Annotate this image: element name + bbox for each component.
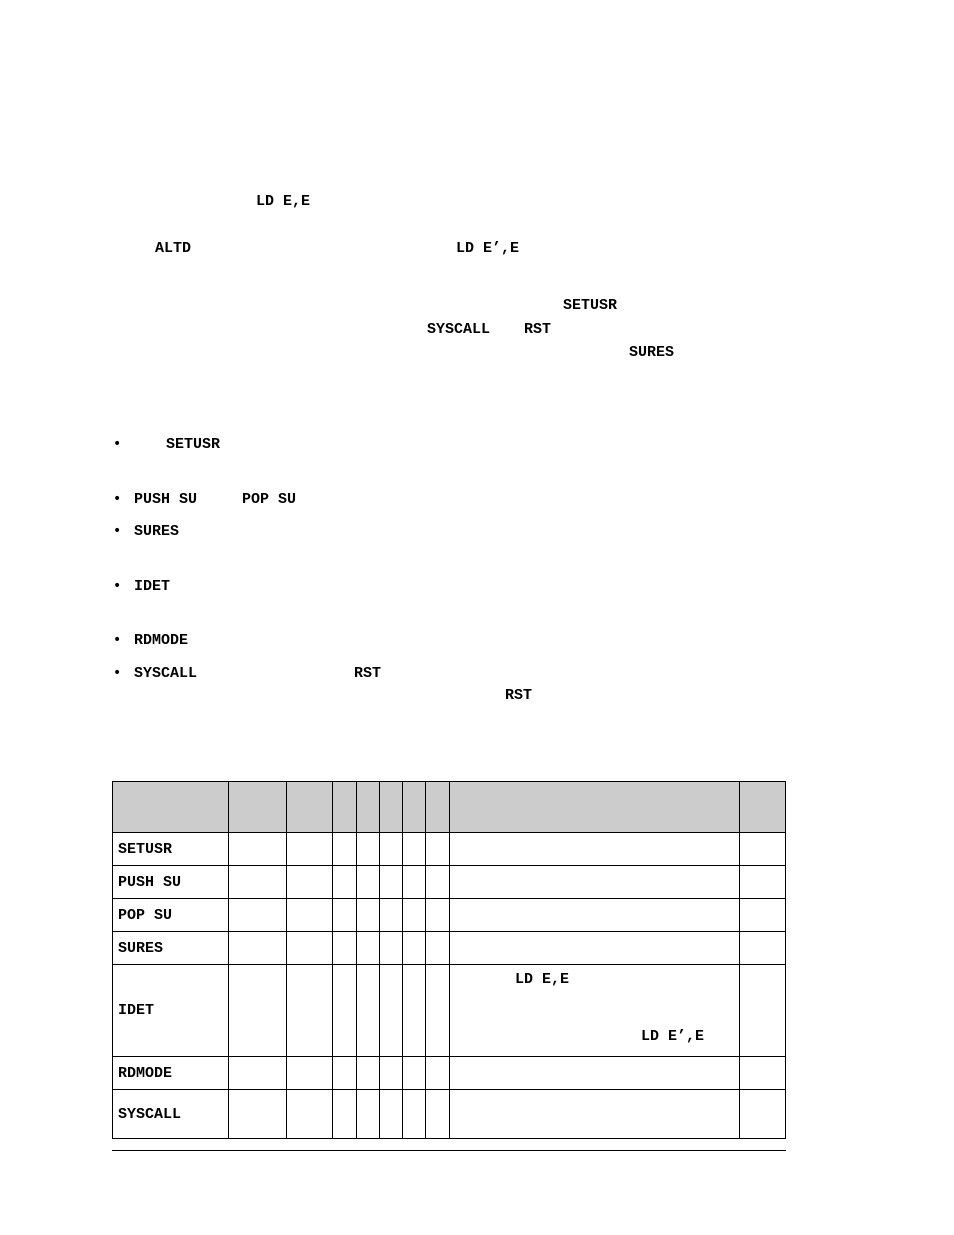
header-cell xyxy=(333,782,357,833)
table-row xyxy=(113,965,786,1057)
bullet-marker: • xyxy=(113,578,122,594)
instruction-cell xyxy=(113,866,229,899)
bullet-code: SETUSR xyxy=(166,436,221,453)
instruction-name: POP SU xyxy=(118,906,173,924)
instruction-cell xyxy=(113,1090,229,1139)
bullet-marker: • xyxy=(113,632,122,648)
instruction-cell xyxy=(113,1057,229,1090)
instruction-name: RDMODE xyxy=(118,1064,173,1082)
bullet-marker: • xyxy=(113,491,122,507)
bullet-code: SURES xyxy=(134,523,180,540)
header-cell xyxy=(403,782,426,833)
bullet-code: POP SU xyxy=(242,491,297,508)
code-setusr: SETUSR xyxy=(563,297,618,314)
instruction-name: SETUSR xyxy=(118,840,173,858)
instruction-name: PUSH SU xyxy=(118,873,182,891)
footer-rule xyxy=(112,1150,786,1151)
header-cell xyxy=(379,782,403,833)
table-row xyxy=(113,833,786,866)
instruction-table xyxy=(112,781,786,1139)
table-row xyxy=(113,899,786,932)
instruction-cell xyxy=(113,932,229,965)
header-cell xyxy=(356,782,379,833)
instruction-cell xyxy=(113,965,229,1057)
table-header-row xyxy=(113,782,786,833)
bullet-code: RDMODE xyxy=(134,632,189,649)
description-cell xyxy=(449,965,739,1057)
code-ld-e-prime-e: LD E’,E xyxy=(456,240,520,257)
bullet-code: SYSCALL xyxy=(134,665,198,682)
desc-code: LD E’,E xyxy=(640,1028,704,1045)
header-cell xyxy=(426,782,450,833)
header-cell xyxy=(286,782,333,833)
bullet-marker: • xyxy=(113,436,122,452)
table-row xyxy=(113,1090,786,1139)
header-cell xyxy=(740,782,786,833)
code-syscall: SYSCALL xyxy=(427,321,491,338)
table-row xyxy=(113,1057,786,1090)
header-cell xyxy=(228,782,286,833)
instruction-cell xyxy=(113,833,229,866)
bullet-code: RST xyxy=(505,687,533,704)
code-rst: RST xyxy=(524,321,552,338)
code-sures: SURES xyxy=(629,344,675,361)
bullet-marker: • xyxy=(113,665,122,681)
table-row xyxy=(113,932,786,965)
instruction-name: IDET xyxy=(118,1002,155,1019)
header-cell xyxy=(113,782,229,833)
code-ld-e-e: LD E,E xyxy=(256,193,311,210)
desc-code: LD E,E xyxy=(514,971,569,988)
bullet-marker: • xyxy=(113,523,122,539)
bullet-code: IDET xyxy=(134,578,171,595)
instruction-cell xyxy=(113,899,229,932)
bullet-code: PUSH SU xyxy=(134,491,198,508)
bullet-code: RST xyxy=(354,665,382,682)
instruction-name: SURES xyxy=(118,939,164,957)
code-altd: ALTD xyxy=(155,240,192,257)
instruction-name: SYSCALL xyxy=(118,1105,182,1123)
table-row xyxy=(113,866,786,899)
header-cell xyxy=(449,782,739,833)
